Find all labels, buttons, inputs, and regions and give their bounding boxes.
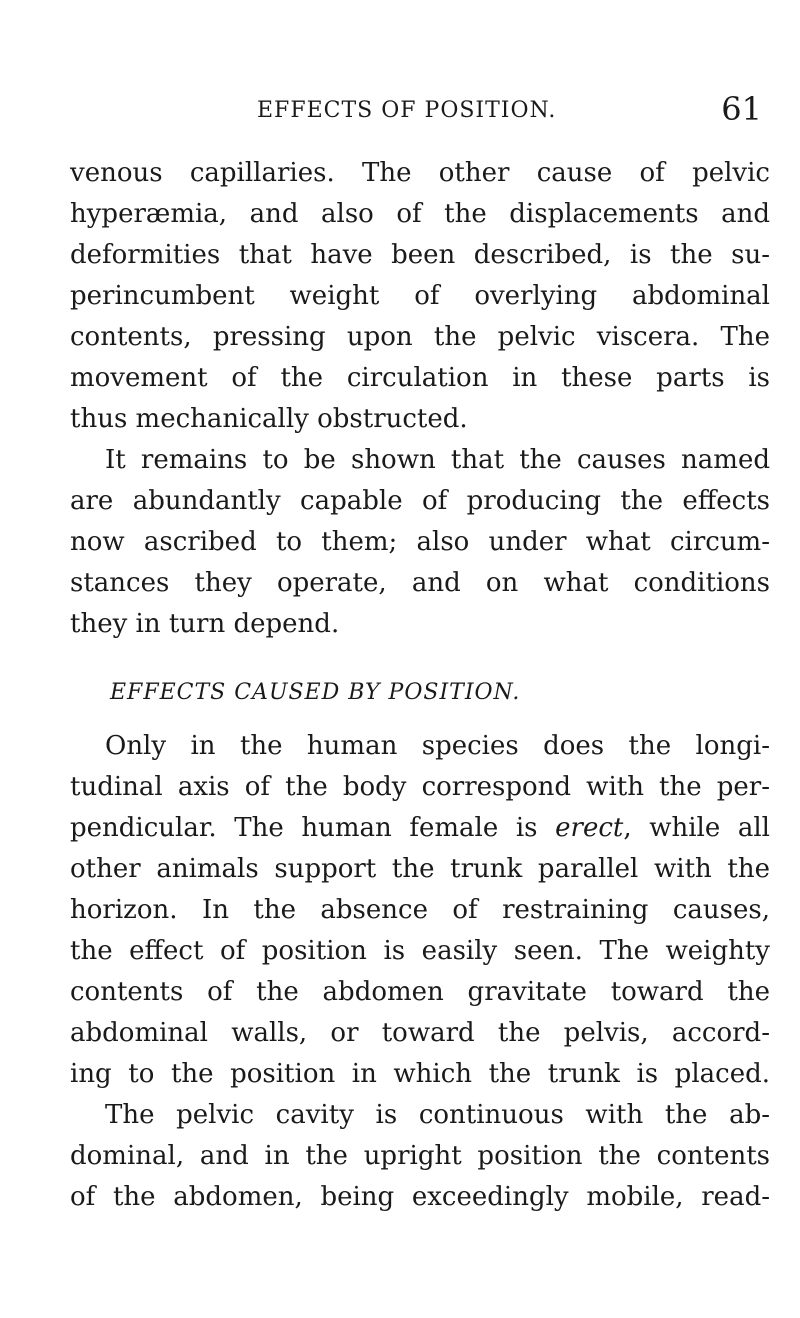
text-line [70, 810, 770, 846]
text-line: Only in the human species does the longi- [105, 731, 770, 761]
text-line: contents, pressing upon the pelvic viscera. The [70, 322, 770, 352]
text-line: ing to the position in which the trunk is placed. [70, 1059, 770, 1089]
running-head [70, 92, 770, 132]
text-line: It remains to be shown that the causes named [105, 445, 770, 475]
text-line: abdominal walls, or toward the pelvis, accord- [70, 1018, 770, 1048]
text-line: are abundantly capable of producing the effects [70, 486, 770, 516]
text-line: stances they operate, and on what conditions [70, 568, 770, 598]
page-number: 61 [721, 90, 762, 128]
text-line: thus mechanically obstructed. [70, 404, 468, 434]
text-line: the effect of position is easily seen. The weighty [70, 936, 770, 966]
italic-word: erect [555, 813, 624, 843]
text-line: other animals support the trunk parallel with the [70, 854, 770, 884]
text-line: they in turn depend. [70, 609, 340, 639]
text-line: horizon. In the absence of restraining causes, [70, 895, 770, 925]
text-line: deformities that have been described, is the su- [70, 240, 770, 270]
text-line: dominal, and in the upright position the contents [70, 1141, 770, 1171]
text-line: The pelvic cavity is continuous with the ab- [105, 1100, 770, 1130]
text-line: venous capillaries. The other cause of pelvic [70, 158, 770, 188]
text-line: movement of the circulation in these parts is [70, 363, 770, 393]
text-line: hyperæmia, and also of the displacements and [70, 199, 770, 229]
running-title: EFFECTS OF POSITION. [257, 98, 557, 123]
line-text: , while all [623, 813, 770, 843]
text-line: now ascribed to them; also under what circum- [70, 527, 770, 557]
section-heading: EFFECTS CAUSED BY POSITION. [110, 680, 521, 705]
text-line: perincumbent weight of overlying abdominal [70, 281, 770, 311]
line-text: pendicular. The human female is [70, 813, 556, 843]
text-line: of the abdomen, being exceedingly mobile, read- [70, 1182, 770, 1212]
text-line: tudinal axis of the body correspond with the per- [70, 772, 770, 802]
text-line: contents of the abdomen gravitate toward the [70, 977, 770, 1007]
